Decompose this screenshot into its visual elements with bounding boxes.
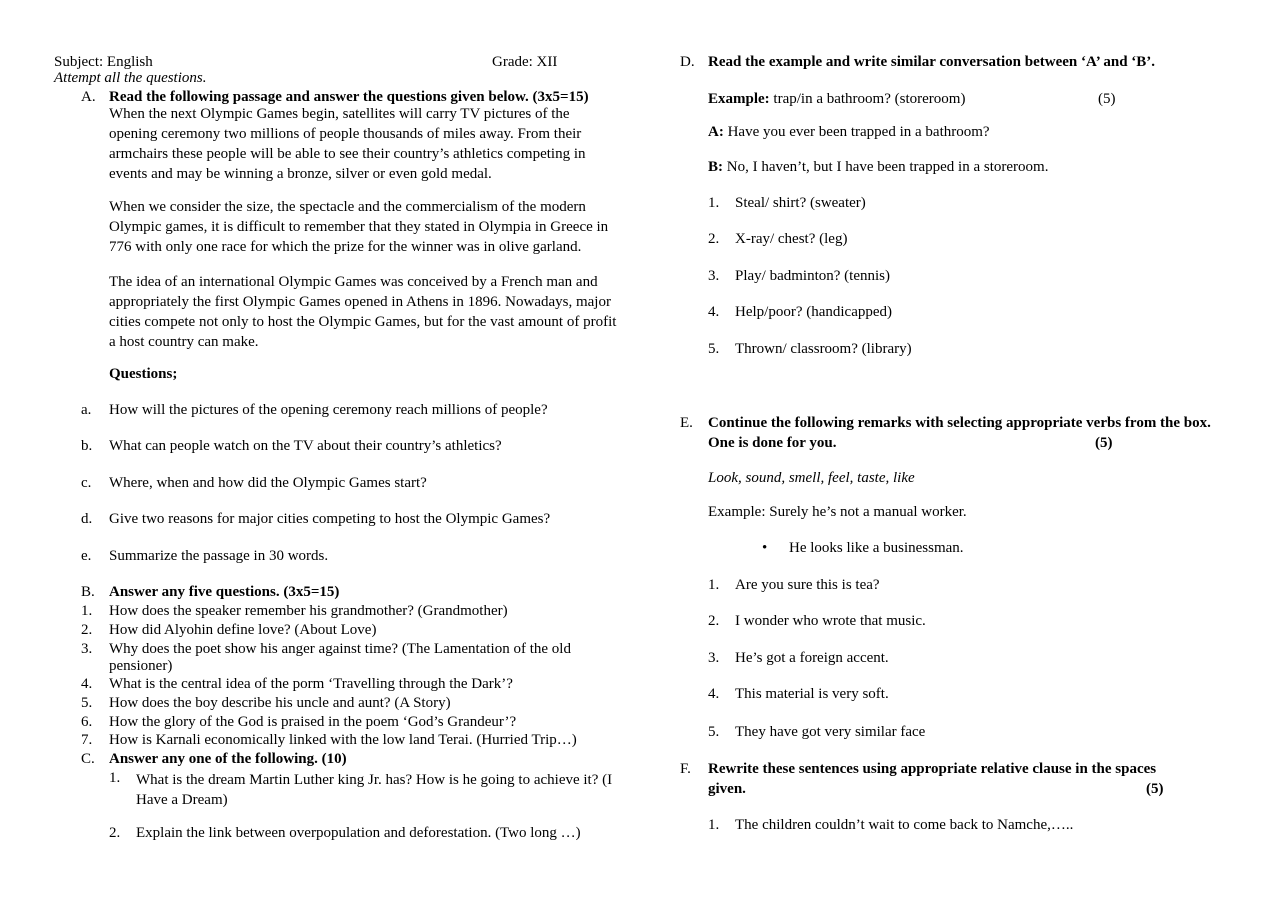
section-c-item <box>109 825 581 842</box>
item-text: How the glory of the God is praised in the poem ‘God’s Grandeur’? <box>109 714 517 730</box>
item-text: Help/poor? (handicapped) <box>735 304 893 320</box>
question-d <box>81 511 551 528</box>
section-e-title-line1: Continue the following remarks with selecting appropriate verbs from the box. <box>708 415 1211 431</box>
item-text: This material is very soft. <box>735 686 889 702</box>
question-label: d. <box>81 511 93 527</box>
section-e-marks: (5) <box>1095 435 1113 451</box>
item-text: Explain the link between overpopulation and deforestation. (Two long …) <box>136 825 581 841</box>
question-label: a. <box>81 402 92 418</box>
passage-line: opening ceremony two millions of people thousands of miles away. From their <box>109 126 582 142</box>
section-e-item <box>708 724 926 741</box>
section-b-title: Answer any five questions. (3x5=15) <box>109 584 340 600</box>
section-a-label: A. <box>81 89 96 105</box>
item-label: 5. <box>708 724 720 740</box>
item-label: 2. <box>708 231 720 247</box>
passage-line: appropriately the first Olympic Games opened in Athens in 1896. Nowadays, major <box>109 294 611 310</box>
section-b-item <box>81 622 377 639</box>
question-label: c. <box>81 475 92 491</box>
subject-label: Subject: English <box>54 54 153 70</box>
question-text: Give two reasons for major cities competing to host the Olympic Games? <box>109 511 551 527</box>
item-text-line: What is the dream Martin Luther king Jr. has? How is he going to achieve it? (I <box>136 772 613 788</box>
speaker-a-label: A: <box>708 124 724 140</box>
speaker-a-text: Have you ever been trapped in a bathroom? <box>723 124 990 140</box>
item-text: What is the central idea of the porm ‘Travelling through the Dark’? <box>109 676 513 692</box>
question-text: How will the pictures of the opening ceremony reach millions of people? <box>109 402 548 418</box>
item-label: 1. <box>81 603 93 619</box>
question-text: Summarize the passage in 30 words. <box>109 548 329 564</box>
section-e-label: E. <box>680 415 693 431</box>
question-a <box>81 402 548 419</box>
question-b <box>81 438 502 455</box>
section-b-item <box>81 603 508 620</box>
section-b-item <box>81 732 577 749</box>
item-label: 5. <box>708 341 720 357</box>
item-text <box>109 641 571 675</box>
item-label: 7. <box>81 732 93 748</box>
item-text-line: Have a Dream) <box>136 792 228 808</box>
section-c-title: Answer any one of the following. (10) <box>109 751 347 767</box>
questions-heading: Questions; <box>109 366 178 382</box>
section-f-marks: (5) <box>1146 781 1164 797</box>
item-label: 4. <box>708 686 720 702</box>
item-label: 1. <box>109 770 121 786</box>
item-text: X-ray/ chest? (leg) <box>735 231 848 247</box>
question-text: What can people watch on the TV about their country’s athletics? <box>109 438 502 454</box>
item-text: Are you sure this is tea? <box>735 577 880 593</box>
speaker-b-label: B: <box>708 159 723 175</box>
item-text: The children couldn’t wait to come back to Namche,….. <box>735 817 1074 833</box>
section-d-item <box>708 341 912 358</box>
section-e-item <box>708 577 880 594</box>
question-c <box>81 475 427 492</box>
item-text-line: pensioner) <box>109 658 173 674</box>
item-label: 2. <box>81 622 93 638</box>
item-text: How is Karnali economically linked with the low land Terai. (Hurried Trip…) <box>109 732 577 748</box>
item-label: 2. <box>708 613 720 629</box>
verb-box-words: Look, sound, smell, feel, taste, like <box>708 470 915 486</box>
instruction-text: Attempt all the questions. <box>54 70 207 86</box>
passage-line: a host country can make. <box>109 334 259 350</box>
dialogue-b <box>708 159 1048 176</box>
question-e <box>81 548 329 565</box>
passage-paragraph-3 <box>109 272 616 352</box>
section-a-title: Read the following passage and answer the questions given below. (3x5=15) <box>109 89 589 105</box>
item-text: He’s got a foreign accent. <box>735 650 889 666</box>
section-f-label: F. <box>680 761 691 777</box>
item-text: How does the speaker remember his grandmother? (Grandmother) <box>109 603 508 619</box>
section-d-item <box>708 304 893 321</box>
dialogue-a <box>708 124 990 141</box>
item-label: 1. <box>708 195 720 211</box>
item-label: 4. <box>81 676 93 692</box>
item-label: 5. <box>81 695 93 711</box>
item-label: 4. <box>708 304 720 320</box>
passage-paragraph-1 <box>109 104 586 184</box>
item-text: Thrown/ classroom? (library) <box>735 341 912 357</box>
question-label: b. <box>81 438 93 454</box>
grade-label: Grade: XII <box>492 54 558 70</box>
section-d-label: D. <box>680 54 695 70</box>
item-label: 1. <box>708 817 720 833</box>
item-label: 2. <box>109 825 121 841</box>
speaker-b-text: No, I haven’t, but I have been trapped in a storeroom. <box>723 159 1049 175</box>
passage-line: events and may be winning a bronze, silver or even gold medal. <box>109 166 492 182</box>
section-e-example: Example: Surely he’s not a manual worker. <box>708 504 967 520</box>
passage-line: armchairs these people will be able to see their country’s athletics competing in <box>109 146 586 162</box>
section-d-example <box>708 91 965 108</box>
passage-line: When the next Olympic Games begin, satellites will carry TV pictures of the <box>109 106 570 122</box>
section-f-title-line1: Rewrite these sentences using appropriate relative clause in the spaces <box>708 761 1157 777</box>
question-label: e. <box>81 548 92 564</box>
section-b-item <box>81 676 513 693</box>
section-f-title-line2: given. <box>708 781 746 797</box>
example-text: trap/in a bathroom? (storeroom) <box>769 91 966 107</box>
passage-line: cities compete not only to host the Olympic Games, but for the vast amount of profit <box>109 314 617 330</box>
item-label: 3. <box>81 641 93 657</box>
section-e-item <box>708 650 889 667</box>
item-text: How does the boy describe his uncle and aunt? (A Story) <box>109 695 451 711</box>
item-text: I wonder who wrote that music. <box>735 613 926 629</box>
section-f-item <box>708 817 1074 834</box>
bullet-icon: • <box>762 540 768 556</box>
item-text: Steal/ shirt? (sweater) <box>735 195 866 211</box>
section-b-item <box>81 714 517 731</box>
section-c-item <box>109 770 613 808</box>
question-text: Where, when and how did the Olympic Games start? <box>109 475 427 491</box>
item-text: How did Alyohin define love? (About Love) <box>109 622 377 638</box>
example-answer-text: He looks like a businessman. <box>789 540 964 556</box>
item-label: 1. <box>708 577 720 593</box>
item-text-line: Why does the poet show his anger against time? (The Lamentation of the old <box>109 641 571 657</box>
section-e-item <box>708 686 889 703</box>
passage-line: Olympic games, it is difficult to remember that they stated in Olympia in Greece in <box>109 219 609 235</box>
section-d-marks: (5) <box>1098 91 1116 107</box>
item-text: Play/ badminton? (tennis) <box>735 268 890 284</box>
example-label: Example: <box>708 91 770 107</box>
passage-line: The idea of an international Olympic Games was conceived by a French man and <box>109 274 598 290</box>
section-d-item <box>708 195 866 212</box>
section-e-item <box>708 613 926 630</box>
item-label: 3. <box>708 650 720 666</box>
section-d-item <box>708 231 848 248</box>
item-label: 6. <box>81 714 93 730</box>
section-c-label: C. <box>81 751 95 767</box>
item-text: They have got very similar face <box>735 724 926 740</box>
section-b-item <box>81 695 451 712</box>
section-d-item <box>708 268 890 285</box>
example-answer <box>762 540 964 557</box>
section-b-item <box>81 641 571 674</box>
section-b-label: B. <box>81 584 95 600</box>
section-d-title: Read the example and write similar conversation between ‘A’ and ‘B’. <box>708 54 1156 70</box>
passage-line: When we consider the size, the spectacle and the commercialism of the modern <box>109 199 586 215</box>
section-e-title-line2: One is done for you. <box>708 435 837 451</box>
item-text <box>136 770 612 810</box>
passage-line: 776 with only one race for which the prize for the winner was in olive garland. <box>109 239 582 255</box>
passage-paragraph-2 <box>109 197 608 257</box>
item-label: 3. <box>708 268 720 284</box>
